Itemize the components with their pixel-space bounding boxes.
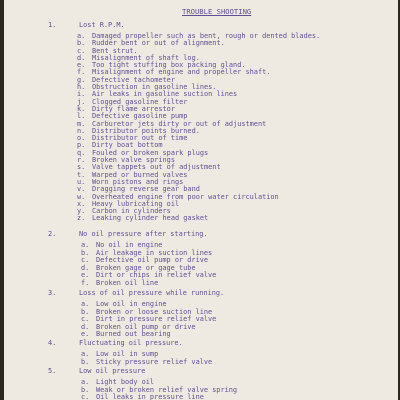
item-text: Damaged propeller such as bent, rough or dented blades. [92,32,321,40]
item-text: Dirty flame arrestor [92,104,175,113]
item-text: Rudder bent or out of alignment. [92,39,225,48]
item-letter: o. [77,134,86,143]
item-text: Fouled or broken spark plugs [92,148,209,157]
section-number: 4. [48,339,57,347]
item-text: Dirt in pressure relief valve [96,315,217,323]
item-letter: m. [77,119,86,128]
section-number: 5. [48,367,57,375]
item-text: Broken or loose suction line [96,307,213,316]
item-letter: w. [77,192,86,201]
item-letter: b. [81,385,90,394]
item-letter: b. [81,307,90,316]
item-letter: c. [77,46,86,55]
section-title: Lost R.P.M. [79,21,125,29]
item-text: Oil leaks in pressure line [96,393,204,400]
item-letter: d. [81,263,90,272]
item-letter: e. [81,271,90,279]
item-text: Dirty boat bottom [92,141,163,150]
item-text: Distributor points burned. [92,126,200,135]
item-letter: a. [81,350,90,358]
document-page [4,0,398,400]
section-number: 2. [48,230,57,238]
item-letter: e. [77,61,86,70]
item-letter: h. [77,83,86,92]
item-letter: k. [77,104,86,113]
item-text: Air leaks in gasoline suction lines [92,90,238,99]
item-letter: d. [81,322,90,331]
item-text: Warped or burned valves [92,170,188,179]
item-letter: d. [77,53,86,62]
item-text: Low oil in sump [96,350,159,358]
item-text: Dirt or chips in relief valve [96,271,217,279]
item-text: Weak or broken relief valve spring [96,385,238,394]
item-text: Defective oil pump or drive [96,256,209,264]
item-letter: q. [77,148,86,157]
item-letter: a. [77,32,86,40]
item-letter: j. [77,97,86,106]
item-letter: p. [77,141,86,150]
item-text: Valve tappets out of adjustment [92,163,221,172]
item-text: Distributor out of time [92,134,188,143]
section-title: Low oil pressure [79,367,146,375]
page-title: TROUBLE SHOOTING [182,7,252,16]
item-text: Broken valve springs [92,156,175,165]
item-letter: c. [81,256,90,264]
item-letter: u. [77,177,86,186]
item-letter: b. [81,357,90,366]
item-text: Burned out bearing [96,330,171,338]
item-text: Leaking cylinder head gasket [92,214,209,223]
section-number: 3. [48,289,57,297]
item-text: Dragging reverse gear band [92,185,200,194]
item-text: Heavy lubricating oil [92,199,180,208]
item-letter: e. [81,330,90,338]
item-text: Worn pistons and rings [92,177,184,186]
item-letter: a. [81,378,90,386]
item-letter: y. [77,207,86,216]
section-title: Loss of oil pressure while running. [79,289,225,297]
item-text: Light body oil [96,378,155,386]
item-letter: b. [77,39,86,48]
item-letter: n. [77,126,86,135]
item-text: Too tight stuffing box packing gland. [92,61,246,70]
item-letter: s. [77,163,86,172]
item-text: Bent strut. [92,46,138,55]
item-text: Overheated engine from poor water circulation [92,192,279,201]
item-text: Defective tachometer [92,75,175,84]
item-letter: b. [81,248,90,257]
item-text: Misalignment of engine and propeller shaft. [92,68,271,77]
item-text: Defective gasoline pump [92,112,188,121]
item-letter: t. [77,170,86,179]
item-text: Obstruction in gasoline lines. [92,83,217,92]
item-letter: z. [77,214,86,223]
item-text: Broken oil pump or drive [96,322,196,331]
item-letter: x. [77,199,86,208]
item-text: Carburetor jets dirty or out of adjustment [92,119,267,128]
item-letter: c. [81,315,90,323]
item-letter: g. [77,75,86,84]
item-text: Broken oil line [96,278,159,287]
section-title: No oil pressure after starting. [79,230,208,238]
item-letter: a. [81,241,90,249]
item-text: Misalignment of shaft log. [92,53,200,62]
item-text: Low oil in engine [96,300,167,308]
item-letter: c. [81,393,90,400]
item-letter: f. [77,68,86,77]
item-text: Clogged gasoline filter [92,97,188,106]
item-text: Sticky pressure relief valve [96,357,213,366]
item-letter: f. [81,278,90,287]
section-title: Fluctuating oil pressure. [79,339,183,347]
item-text: Broken gage or gage tube [96,263,196,272]
section-number: 1. [48,21,57,29]
item-letter: r. [77,156,86,165]
item-text: Air leakage in suction lines [96,248,213,257]
item-letter: i. [77,90,86,99]
item-letter: l. [77,112,86,121]
item-letter: a. [81,300,90,308]
item-letter: v. [77,185,86,194]
item-text: No oil in engine [96,241,163,249]
item-text: Carbon in cylinders [92,207,171,216]
